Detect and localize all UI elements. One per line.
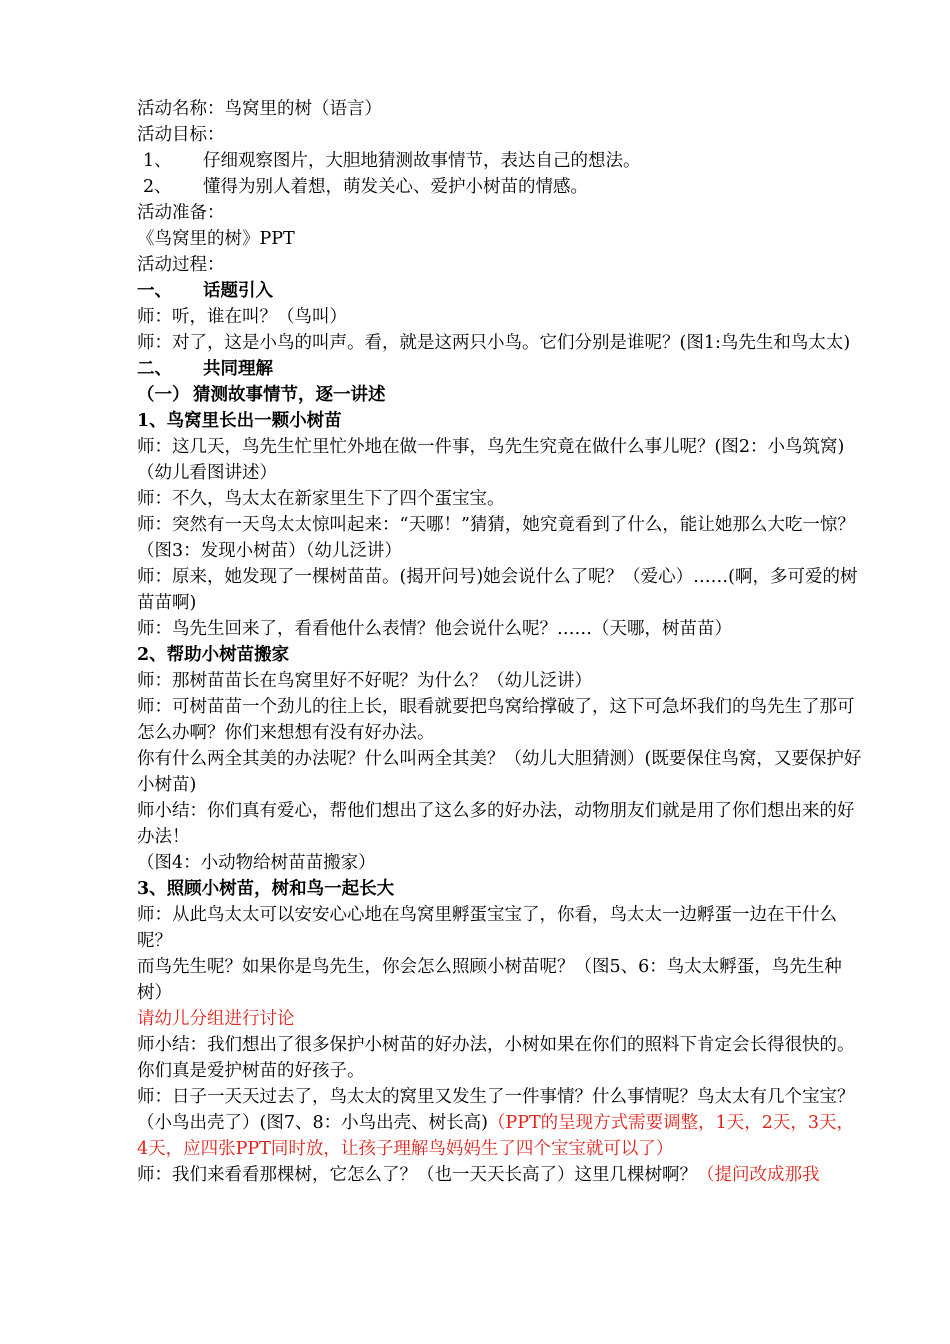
paragraph: （图4：小动物给树苗苗搬家）	[137, 853, 376, 873]
paragraph: 师：那树苗苗长在鸟窝里好不好呢？为什么？（幼儿泛讲）	[137, 671, 592, 691]
paragraph: （幼儿看图讲述）	[137, 463, 277, 483]
red-note: （PPT的呈现方式需要调整，1天，2天，3天，4天，应四张PPT同时放，让孩子理解鸟妈妈生了四个宝宝就可以了）	[137, 1113, 855, 1159]
paragraph: 师：对了，这是小鸟的叫声。看，就是这两只小鸟。它们分别是谁呢？(图1:鸟先生和鸟太太)	[137, 333, 851, 353]
goal-item: 1、 仔细观察图片，大胆地猜测故事情节，表达自己的想法。	[143, 151, 641, 171]
document-page	[137, 96, 863, 1188]
activity-name: 活动名称：鸟窝里的树（语言）	[137, 99, 382, 119]
paragraph: 师：听，谁在叫？（鸟叫）	[137, 307, 347, 327]
paragraph: 而鸟先生呢？如果你是鸟先生，你会怎么照顾小树苗呢？（图5、6：鸟太太孵蛋，鸟先生种树）	[137, 957, 842, 1003]
paragraph: 师：我们来看看那棵树，它怎么了？（也一天天长高了）这里几棵树啊？（提问改成那我	[137, 1165, 820, 1185]
paragraph: 师：不久，鸟太太在新家里生下了四个蛋宝宝。	[137, 489, 505, 509]
step-heading: 2、帮助小树苗搬家	[137, 645, 290, 665]
paragraph: 师：日子一天天过去了，鸟太太的窝里又发生了一件事情？什么事情呢？鸟太太有几个宝宝？（小鸟出壳了）(图7、8：小鸟出壳、树长高)（PPT的呈现方式需要调整，1天，2天，3天，4天，应四张PPT同时放，让孩子理解鸟妈妈生了四个宝宝就可以了）	[137, 1087, 855, 1159]
process-label: 活动过程：	[137, 255, 225, 275]
prep-item: 《鸟窝里的树》PPT	[137, 229, 295, 249]
goal-item: 2、 懂得为别人着想，萌发关心、爱护小树苗的情感。	[143, 177, 588, 197]
paragraph: 师：原来，她发现了一棵树苗苗。(揭开问号)她会说什么了呢？（爱心）……(啊，多可爱的树苗苗啊)	[137, 567, 858, 613]
paragraph: 师小结：你们真有爱心，帮他们想出了这么多的好办法，动物朋友们就是用了你们想出来的好办法！	[137, 801, 855, 847]
paragraph: 你有什么两全其美的办法呢？什么叫两全其美？（幼儿大胆猜测）(既要保住鸟窝，又要保护好小树苗)	[137, 749, 862, 795]
paragraph: 师小结：我们想出了很多保护小树苗的好办法，小树如果在你们的照料下肯定会长得很快的。你们真是爱护树苗的好孩子。	[137, 1035, 855, 1081]
paragraph: 师：可树苗苗一个劲儿的往上长，眼看就要把鸟窝给撑破了，这下可急坏我们的鸟先生了那可怎么办啊？你们来想想有没有好办法。	[137, 697, 855, 743]
step-heading: 1、鸟窝里长出一颗小树苗	[137, 411, 342, 431]
paragraph: 师：鸟先生回来了，看看他什么表情？他会说什么呢？……（天哪，树苗苗）	[137, 619, 732, 639]
step-heading: 3、照顾小树苗，树和鸟一起长大	[137, 879, 395, 899]
red-note: （提问改成那我	[697, 1165, 820, 1185]
subsection-heading: （一） 猜测故事情节，逐一讲述	[137, 385, 386, 405]
prep-label: 活动准备：	[137, 203, 225, 223]
goal-label: 活动目标：	[137, 125, 225, 145]
red-note: 请幼儿分组进行讨论	[137, 1009, 295, 1029]
section-heading: 一、 话题引入	[137, 281, 273, 301]
paragraph: 师：从此鸟太太可以安安心心地在鸟窝里孵蛋宝宝了，你看，鸟太太一边孵蛋一边在干什么呢？	[137, 905, 837, 951]
paragraph: 师：这几天，鸟先生忙里忙外地在做一件事，鸟先生究竟在做什么事儿呢？(图2：小鸟筑窝)	[137, 437, 845, 457]
section-heading: 二、 共同理解	[137, 359, 273, 379]
paragraph: 师：突然有一天鸟太太惊叫起来：“天哪！”猜猜，她究竟看到了什么，能让她那么大吃一惊？（图3：发现小树苗）（幼儿泛讲）	[137, 515, 855, 561]
